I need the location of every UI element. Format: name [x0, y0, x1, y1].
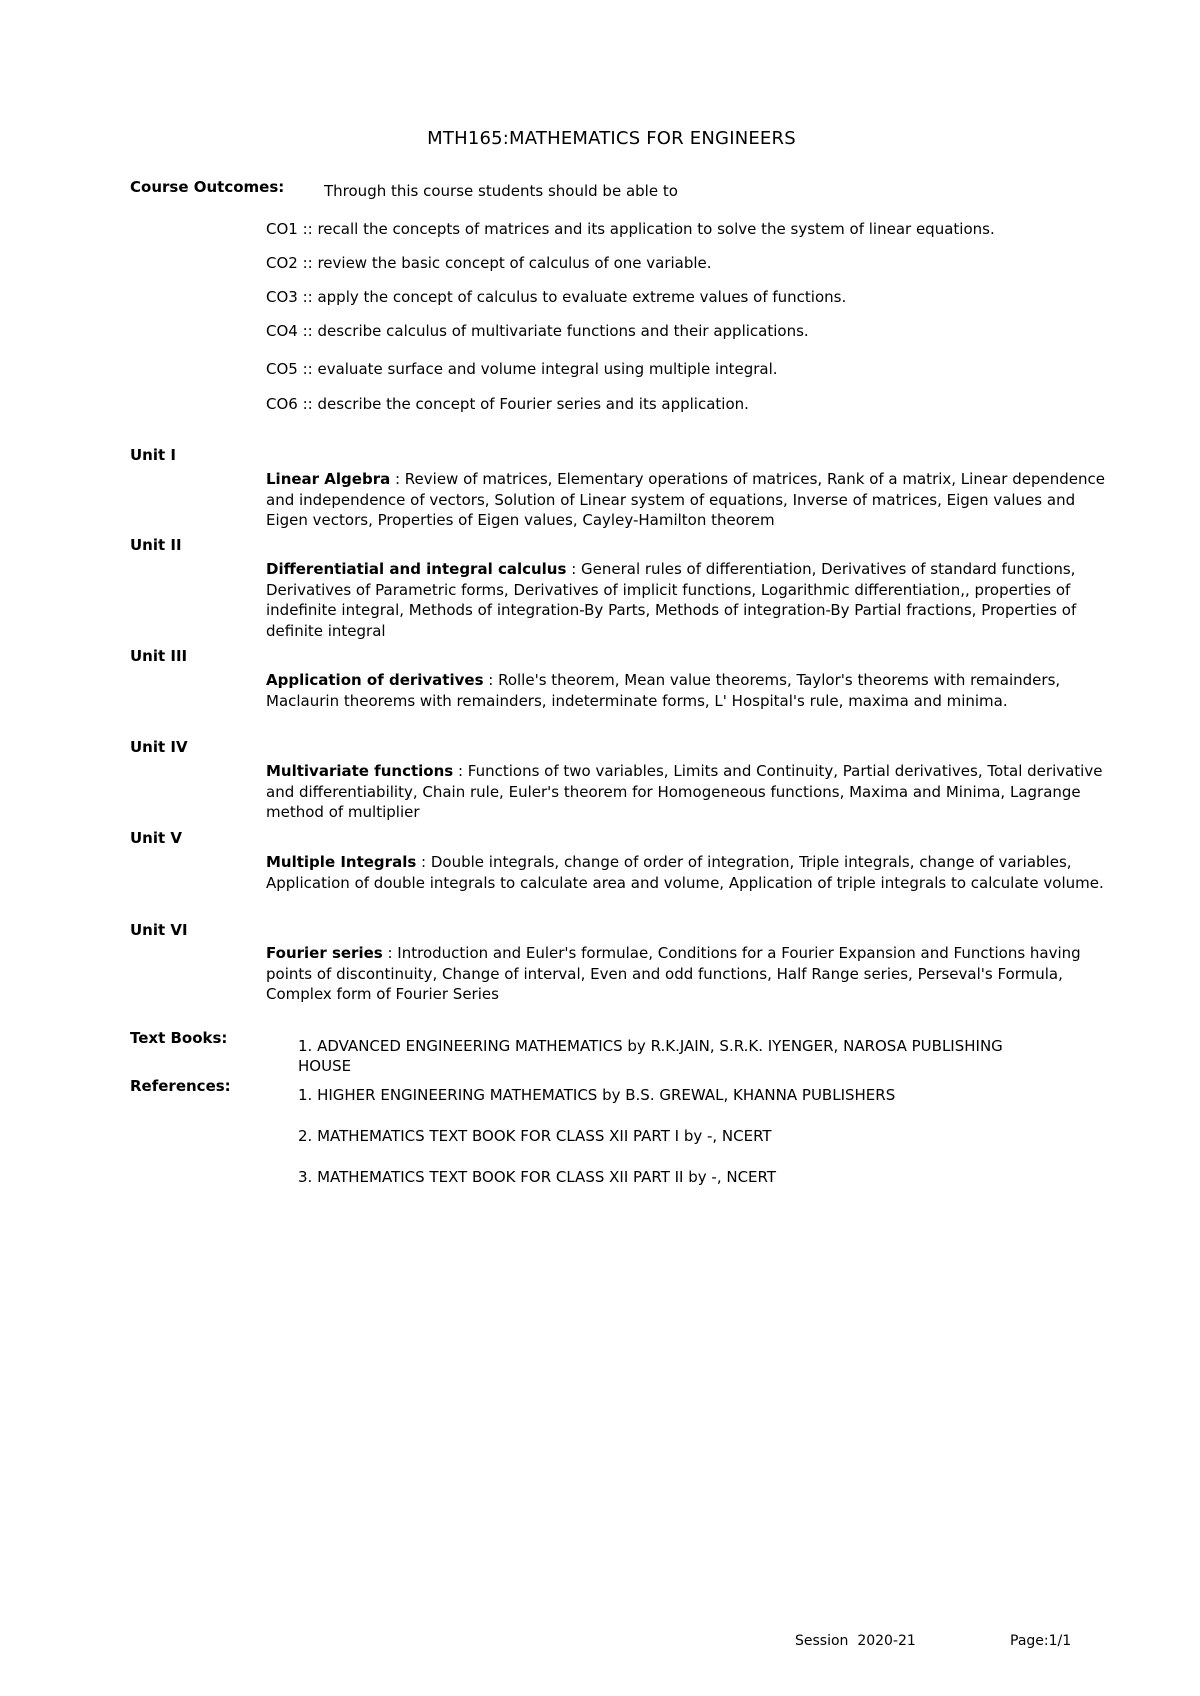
unit-text: : Functions of two variables, Limits and Continuity, Partial derivatives, Total derivative and differentiability, Chain rule, Euler's theorem for Homogeneous functions, Maxima and Minima, Lagrange method of multiplier: [266, 762, 1103, 821]
unit-text: : Introduction and Euler's formulae, Conditions for a Fourier Expansion and Functions having points of discontinuity, Change of interval, Even and odd functions, Half Range series, Perseval's Formula, Complex form of Fourier Series: [266, 944, 1081, 1003]
unit-heading: Multiple Integrals: [266, 853, 417, 871]
unit-content: [266, 761, 1106, 823]
footer-page-number: Page:1/1: [1010, 1633, 1072, 1649]
course-outcome-item: CO4 :: describe calculus of multivariate functions and their applications.: [266, 322, 809, 340]
page-title: MTH165:MATHEMATICS FOR ENGINEERS: [427, 128, 796, 149]
unit-label: Unit V: [130, 829, 183, 847]
unit-heading: Differentiatial and integral calculus: [266, 560, 567, 578]
unit-label: Unit II: [130, 536, 182, 554]
unit-content: [266, 469, 1106, 531]
unit-label: Unit IV: [130, 738, 188, 756]
text-books-label: Text Books:: [130, 1029, 228, 1047]
unit-text: : General rules of differentiation, Derivatives of standard functions, Derivatives of Parametric forms, Derivatives of implicit functions, Logarithmic differentiation,, properties of indefinite integral, Methods of integration-By Parts, Methods of integration-By Partial fractions, Properties of definite integral: [266, 560, 1077, 640]
unit-heading: Linear Algebra: [266, 470, 391, 488]
reference-item: 2. MATHEMATICS TEXT BOOK FOR CLASS XII PART I by -, NCERT: [298, 1127, 772, 1145]
footer-session: Session 2020-21: [795, 1633, 916, 1649]
course-outcome-item: CO5 :: evaluate surface and volume integral using multiple integral.: [266, 360, 778, 378]
unit-label: Unit III: [130, 647, 188, 665]
unit-text: : Rolle's theorem, Mean value theorems, Taylor's theorems with remainders, Maclaurin theorems with remainders, indeterminate forms, L' Hospital's rule, maxima and minima.: [266, 671, 1061, 710]
unit-text: : Review of matrices, Elementary operations of matrices, Rank of a matrix, Linear dependence and independence of vectors, Solution of Linear system of equations, Inverse of matrices, Eigen values and Eigen vectors, Properties of Eigen values, Cayley-Hamilton theorem: [266, 470, 1105, 529]
course-outcome-item: CO3 :: apply the concept of calculus to evaluate extreme values of functions.: [266, 288, 847, 306]
unit-content: [266, 943, 1106, 1005]
course-outcomes-label: Course Outcomes:: [130, 178, 285, 196]
unit-label: Unit I: [130, 446, 176, 464]
unit-content: [266, 852, 1106, 893]
course-outcomes-intro: Through this course students should be able to: [324, 182, 678, 200]
reference-item: 1. HIGHER ENGINEERING MATHEMATICS by B.S. GREWAL, KHANNA PUBLISHERS: [298, 1086, 896, 1104]
reference-item: 3. MATHEMATICS TEXT BOOK FOR CLASS XII PART II by -, NCERT: [298, 1168, 777, 1186]
references-label: References:: [130, 1077, 231, 1095]
unit-heading: Application of derivatives: [266, 671, 484, 689]
unit-text: : Double integrals, change of order of integration, Triple integrals, change of variables, Application of double integrals to calculate area and volume, Application of triple integrals to calculate volume.: [266, 853, 1104, 892]
course-outcome-item: CO1 :: recall the concepts of matrices and its application to solve the system of linear equations.: [266, 220, 995, 238]
unit-content: [266, 670, 1106, 711]
unit-heading: Multivariate functions: [266, 762, 454, 780]
unit-heading: Fourier series: [266, 944, 383, 962]
unit-label: Unit VI: [130, 921, 188, 939]
course-outcome-item: CO6 :: describe the concept of Fourier series and its application.: [266, 395, 749, 413]
text-book-item: 1. ADVANCED ENGINEERING MATHEMATICS by R.K.JAIN, S.R.K. IYENGER, NAROSA PUBLISHING HOUSE: [298, 1037, 1003, 1075]
course-outcome-item: CO2 :: review the basic concept of calculus of one variable.: [266, 254, 712, 272]
unit-content: [266, 559, 1106, 641]
